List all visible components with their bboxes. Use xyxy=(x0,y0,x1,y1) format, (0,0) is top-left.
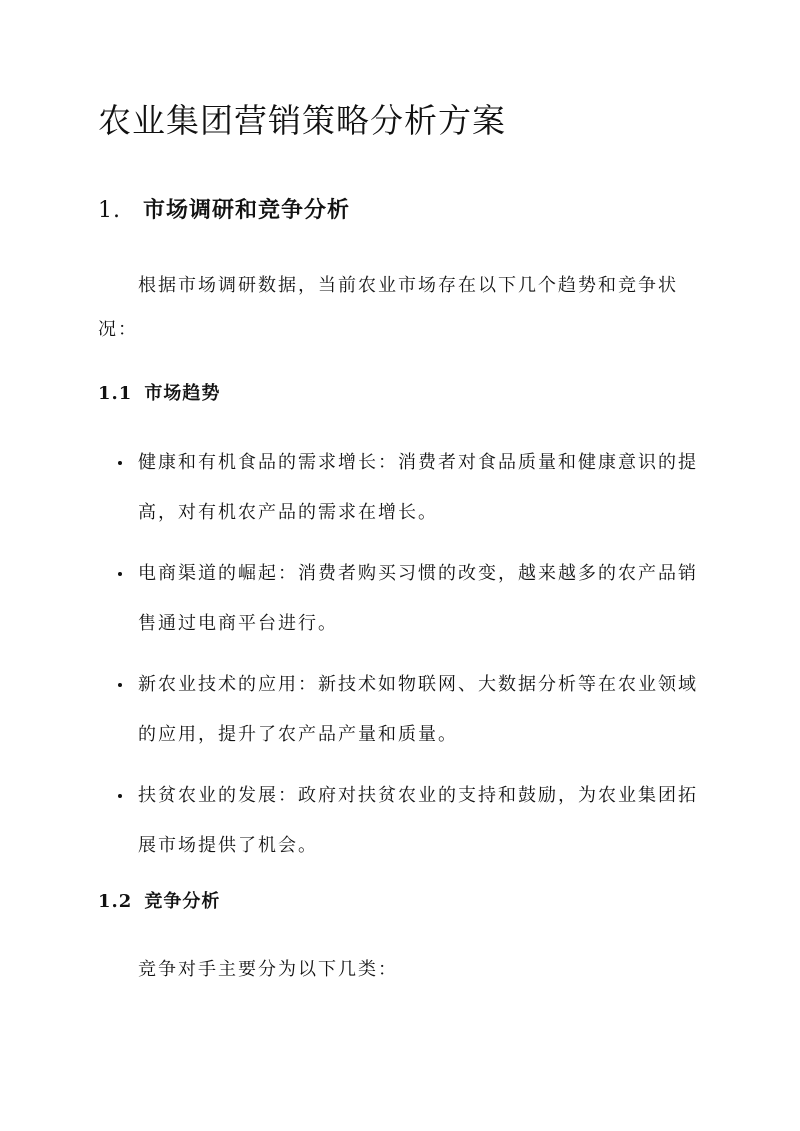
section-title: 市场调研和竞争分析 xyxy=(143,197,351,223)
subsection-number: 1.1 xyxy=(98,383,133,404)
document-title: 农业集团营销策略分析方案 xyxy=(98,101,506,140)
list-item-text: 新农业技术的应用：新技术如物联网、大数据分析等在农业领域的应用，提升了农产品产量和质量。 xyxy=(138,674,698,745)
bullet-dot-icon xyxy=(118,461,122,465)
subsection-heading-1-1 xyxy=(98,376,220,412)
trend-bullet-list xyxy=(98,438,708,882)
bullet-dot-icon xyxy=(118,683,122,687)
subsection-title: 竞争分析 xyxy=(144,891,221,912)
bullet-dot-icon xyxy=(118,572,122,576)
list-item-text: 电商渠道的崛起：消费者购买习惯的改变，越来越多的农产品销售通过电商平台进行。 xyxy=(138,563,698,634)
list-item-text: 扶贫农业的发展：政府对扶贫农业的支持和鼓励，为农业集团拓展市场提供了机会。 xyxy=(138,785,698,856)
list-item xyxy=(98,660,708,760)
bullet-dot-icon xyxy=(118,794,122,798)
subsection-number: 1.2 xyxy=(98,891,133,912)
list-item xyxy=(98,549,708,649)
list-item-text: 健康和有机食品的需求增长：消费者对食品质量和健康意识的提高，对有机农产品的需求在增长。 xyxy=(138,452,698,523)
subsection-heading-1-2 xyxy=(98,884,220,920)
section-intro-paragraph: 根据市场调研数据，当前农业市场存在以下几个趋势和竞争状况： xyxy=(98,275,678,340)
list-item xyxy=(98,771,708,871)
list-item xyxy=(98,438,708,538)
competitor-intro-paragraph: 竞争对手主要分为以下几类： xyxy=(138,959,398,980)
subsection-title: 市场趋势 xyxy=(144,383,221,404)
section-number: 1. xyxy=(98,198,121,223)
section-heading-1 xyxy=(98,190,350,231)
